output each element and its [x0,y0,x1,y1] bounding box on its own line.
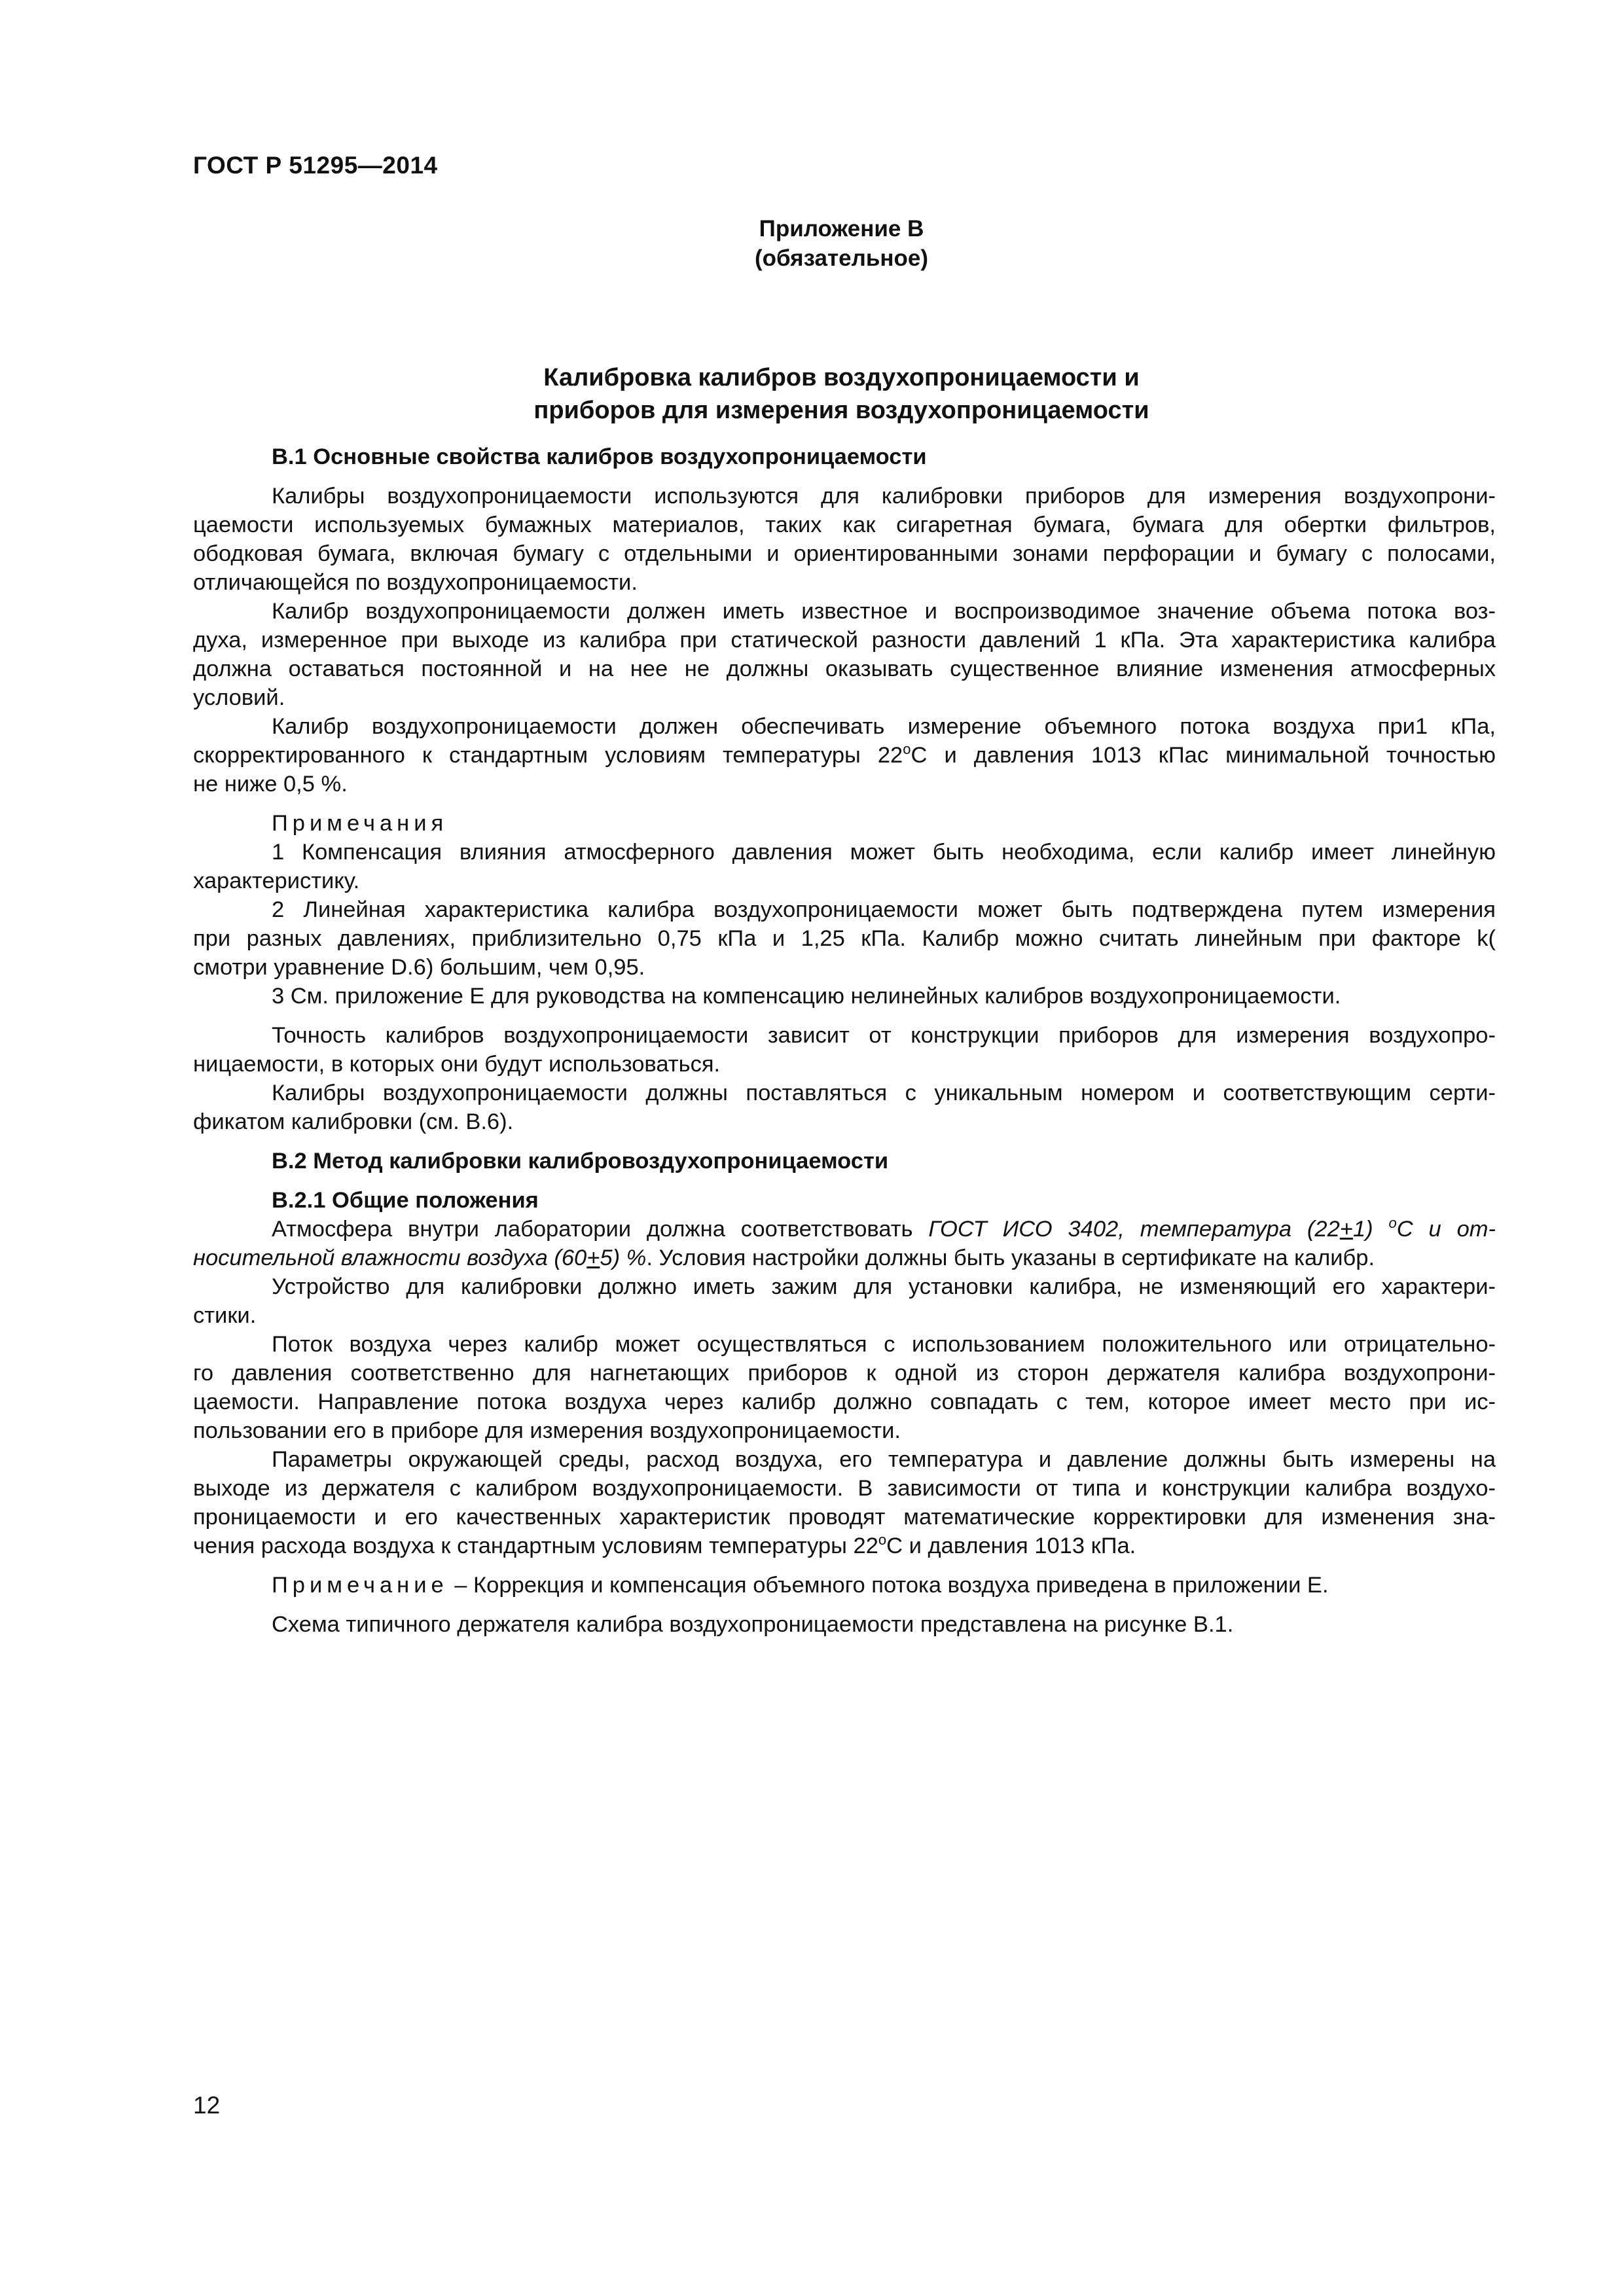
paragraph-line: Калибр воздухопроницаемости должен иметь известное и воспроизводимое значение объема потока воз- [272,599,1496,624]
appendix-label: Приложение В [759,216,924,242]
paragraph-line: чения расхода воздуха к стандартным условиям температуры $22^оС$ и давления 1013 кПа. [193,1532,1136,1558]
paragraph-line: цаемости. Направление потока воздуха через калибр должно совпадать с тем, которое имеет место при ис- [193,1390,1496,1414]
paragraph-line: Параметры окружающей среды, расход воздуха, его температура и давление должны быть измерены на [272,1447,1496,1472]
paragraph-line: пользовании его в приборе для измерения воздухопроницаемости. [193,1418,901,1443]
paragraph-line: отличающейся по воздухопроницаемости. [193,570,638,595]
document-code: ГОСТ Р 51295—2014 [193,152,438,179]
paragraph-line: цаемости используемых бумажных материалов, таких как сигаретная бумага, бумага для обертки фильтров, [193,512,1496,537]
paragraph-line: выходе из держателя с калибром воздухопроницаемости. В зависимости от типа и конструкции калибра воздухо- [193,1476,1496,1501]
section-b1 [193,442,1496,1639]
figure-reference: Схема типичного держателя калибра воздухопроницаемости представлена на рисунке В.1. [272,1612,1234,1637]
paragraph-line: проницаемости и его качественных характеристик проводят математические корректировки для изменения зна- [193,1505,1496,1530]
notes-title: Примечания [272,811,448,836]
paragraph-line: Калибр воздухопроницаемости должен обеспечивать измерение объемного потока воздуха при1 кПа, [272,714,1496,739]
paragraph-line: Точность калибров воздухопроницаемости зависит от конструкции приборов для измерения воздухопро- [272,1023,1496,1048]
paragraph-line: ницаемости, в которых они будут использоваться. [193,1052,721,1077]
paragraph-line: Калибры воздухопроницаемости используются для калибровки приборов для измерения воздухопрони- [272,484,1496,509]
note-line: 1 Компенсация влияния атмосферного давления может быть необходима, если калибр имеет линейную [272,840,1496,865]
paragraph-line: го давления соответственно для нагнетающих приборов к одной из сторон держателя калибра воздухопрони- [193,1361,1496,1386]
paragraph-line: стики. [193,1303,257,1328]
paragraph-line: носительной влажности воздуха (60+5) %. Условия настройки должны быть указаны в сертификате на калибр. [193,1246,1375,1270]
paragraph-line: не ниже 0,5 %. [193,772,348,797]
paragraph-line: Устройство для калибровки должно иметь зажим для установки калибра, не изменяющий его характери- [272,1274,1496,1299]
appendix-title-line-1: Калибровка калибров воздухопроницаемости и [543,364,1140,391]
subsection-heading-b21: В.2.1 Общие положения [272,1188,539,1213]
note-line: характеристику. [193,869,360,893]
paragraph-line: должна оставаться постоянной и на нее не должны оказывать существенное влияние изменения атмосферных [193,656,1496,681]
paragraph-line: фикатом калибровки (см. В.6). [193,1109,514,1134]
paragraph-line: ободковая бумага, включая бумагу с отдельными и ориентированными зонами перфорации и бумагу с полосами, [193,541,1496,566]
note-line: Примечание – Коррекция и компенсация объемного потока воздуха приведена в приложении Е. [272,1573,1329,1598]
paragraph-line: условий. [193,685,285,710]
note-line: смотри уравнение D.6) большим, чем 0,95. [193,955,645,980]
paragraph-line: скорректированного к стандартным условиям температуры $22^оС$ и давления 1013 кПас минимальной точностью [193,741,1496,768]
paragraph-line: духа, измеренное при выходе из калибра при статической разности давлений 1 кПа. Эта характеристика калибра [193,628,1496,653]
appendix-title-line-2: приборов для измерения воздухопроницаемости [533,397,1149,424]
page-number: 12 [193,2092,221,2119]
paragraph-line: Поток воздуха через калибр может осуществляться с использованием положительного или отрицательно- [272,1332,1496,1357]
appendix-status: (обязательное) [754,245,928,271]
section-heading-b1: В.1 Основные свойства калибров воздухопроницаемости [272,444,927,469]
section-heading-b2: В.2 Метод калибровки калибровоздухопроницаемости [272,1149,889,1174]
note-line: при разных давлениях, приблизительно 0,75 кПа и 1,25 кПа. Калибр можно считать линейным при факторе k( [193,926,1496,951]
paragraph-line: Калибры воздухопроницаемости должны поставляться с уникальным номером и соответствующим серти- [272,1081,1496,1105]
note-line: 2 Линейная характеристика калибра воздухопроницаемости может быть подтверждена путем измерения [272,897,1496,922]
note-line: 3 См. приложение Е для руководства на компенсацию нелинейных калибров воздухопроницаемости. [272,984,1341,1009]
paragraph-line: Атмосфера внутри лаборатории должна соответствовать ГОСТ ИСО 3402, температура (22+1) $^о$С и от- [272,1215,1496,1242]
